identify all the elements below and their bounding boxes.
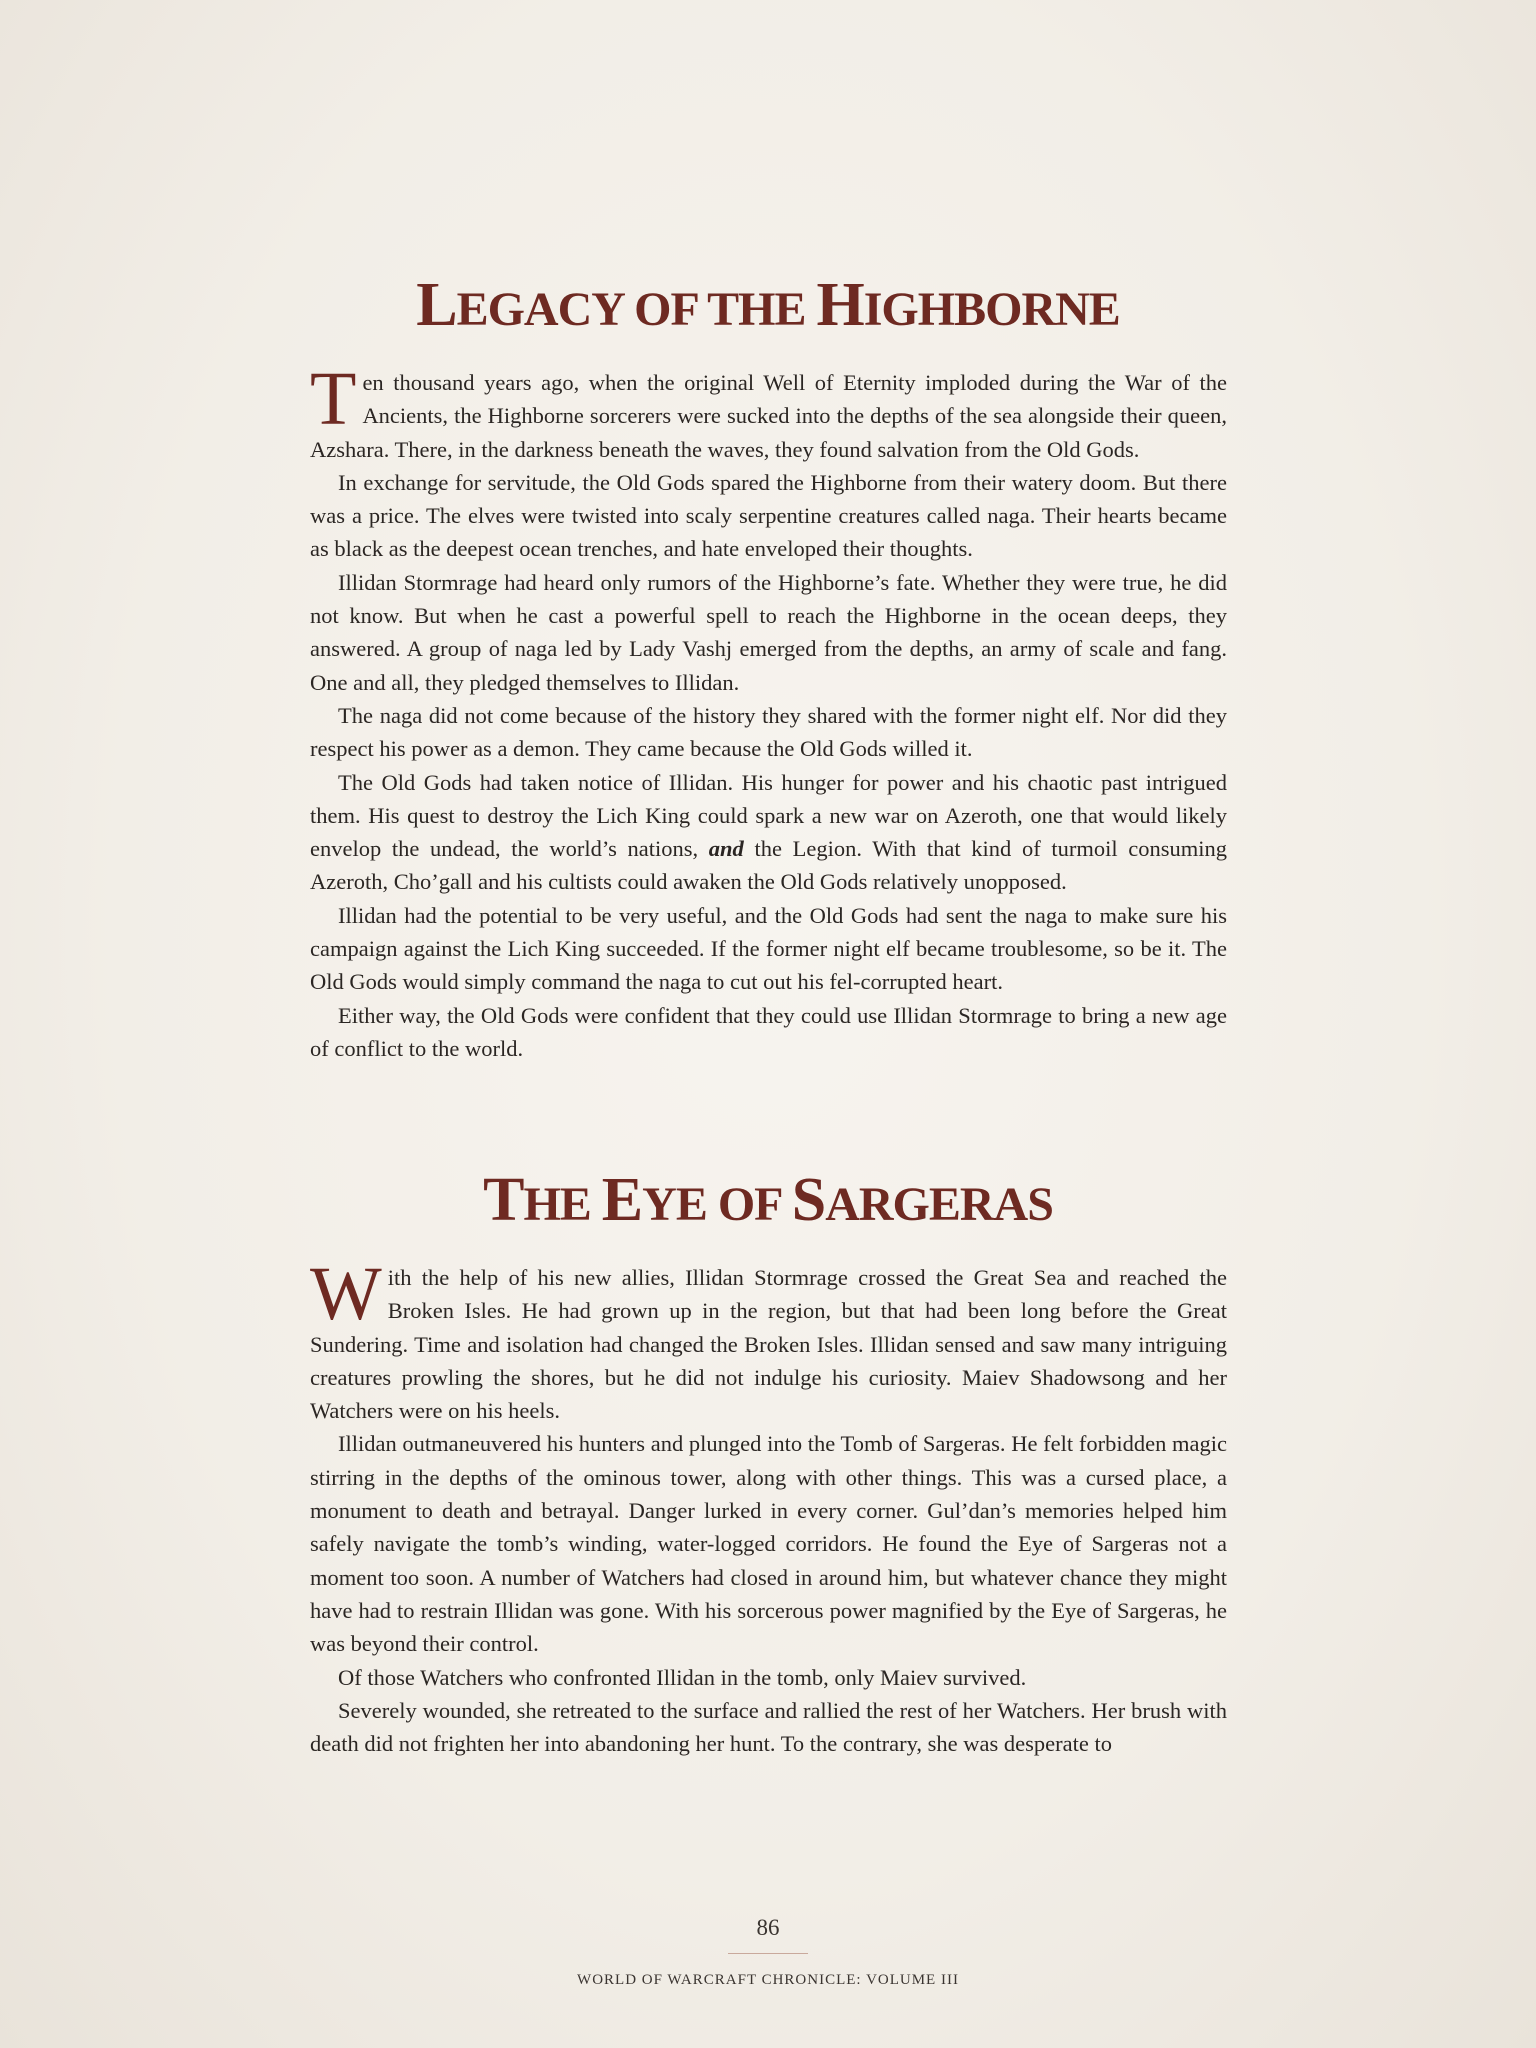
paragraph: In exchange for servitude, the Old Gods spared the Highborne from their watery doom. But there was a price. The elves were twisted into scaly serpentine creatures called naga. Their hearts became as black as the deepest ocean trenches, and hate enveloped their thoughts. [310, 469, 1227, 562]
section-heading-eye [0, 1165, 1536, 1236]
drop-cap: T [310, 357, 357, 441]
heading-text: YE OF [642, 1178, 792, 1231]
paragraph: Severely wounded, she retreated to the surface and rallied the rest of her Watchers. Her brush with death did not frighten her into abandoning her hunt. To the contrary, she was desperate to [310, 1697, 1227, 1757]
paragraph: Illidan had the potential to be very useful, and the Old Gods had sent the naga to make sure his campaign against the Lich King succeeded. If the former night elf became troublesome, so be it. The Old Gods would simply command the naga to cut out his fel-corrupted heart. [310, 902, 1227, 995]
footer-divider [728, 1953, 808, 1954]
paragraph [310, 766, 1227, 899]
paragraph: Illidan Stormrage had heard only rumors of the Highborne’s fate. Whether they were true, he did not know. But when he cast a powerful spell to reach the Highborne in the ocean deeps, they answered. A group of naga led by Lady Vashj emerged from the depths, an army of scale and fang. One and all, they pledged themselves to Illidan. [310, 569, 1227, 695]
paragraph-text: en thousand years ago, when the original Well of Eternity imploded during the War of the Ancients, the Highborne sorcerers were sucked into the depths of the sea alongside their queen, Azshara. There, in the darkness beneath the waves, they found salvation from the Old Gods. [310, 370, 1227, 462]
heading-initial: H [816, 271, 864, 339]
paragraph: Either way, the Old Gods were confident that they could use Illidan Stormrage to bring a new age of conflict to the world. [310, 1002, 1227, 1061]
paragraph: Illidan outmaneuvered his hunters and plunged into the Tomb of Sargeras. He felt forbidden magic stirring in the depths of the ominous tower, along with other things. This was a cursed place, a monument to death and betrayal. Danger lurked in every corner. Gul’dan’s memories helped him safely navigate the tomb’s winding, water-logged corridors. He found the Eye of Sargeras not a moment too soon. A number of Watchers had closed in around him, but whatever chance they might have had to restrain Illidan was gone. With his sorcerous power magnified by the Eye of Sargeras, he was beyond their control. [310, 1431, 1227, 1657]
paragraph-text: The Old Gods had taken notice of Illidan. His hunger for power and his chaotic past intrigued them. His quest to destroy the Lich King could spark a new war on Azeroth, one that would likely envelop the undead, the world’s nations, [310, 769, 1227, 862]
paragraph-text: the Legion. With that kind of turmoil consuming Azeroth, Cho’gall and his cultists could awaken the Old Gods relatively unopposed. [310, 836, 1227, 895]
paragraph: The naga did not come because of the history they shared with the former night elf. Nor did they respect his power as a demon. They came because the Old Gods willed it. [310, 702, 1227, 762]
paragraph [310, 1252, 1227, 1427]
emphasis-text: and [708, 836, 744, 862]
section-body-eye [310, 1252, 1227, 1760]
heading-text: IGHBORNE [863, 283, 1120, 336]
page-number: 86 [756, 1915, 780, 1940]
running-footer-title: WORLD OF WARCRAFT CHRONICLE: VOLUME III [577, 1972, 959, 1988]
paragraph-text: ith the help of his new allies, Illidan Stormrage crossed the Great Sea and reached the Broken Isles. He had grown up in the region, but that had been long before the Great Sundering. Time and isolation had changed the Broken Isles. Illidan sensed and saw many intriguing creatures prowling the shores, but he did not indulge his curiosity. Maiev Shadowsong and her Watchers were on his heels. [310, 1265, 1227, 1424]
heading-text: ARGERAS [825, 1178, 1053, 1231]
section-heading-legacy [0, 270, 1536, 341]
paragraph [310, 357, 1227, 466]
heading-text: HE [523, 1178, 602, 1231]
heading-text: EGACY OF THE [456, 283, 817, 336]
heading-initial: L [416, 271, 457, 339]
heading-initial: S [791, 1166, 826, 1234]
paragraph: Of those Watchers who confronted Illidan in the tomb, only Maiev survived. [338, 1664, 1027, 1690]
heading-initial: T [483, 1166, 524, 1234]
section-body-legacy [310, 357, 1227, 1065]
heading-initial: E [601, 1166, 643, 1234]
drop-cap: W [310, 1252, 382, 1336]
